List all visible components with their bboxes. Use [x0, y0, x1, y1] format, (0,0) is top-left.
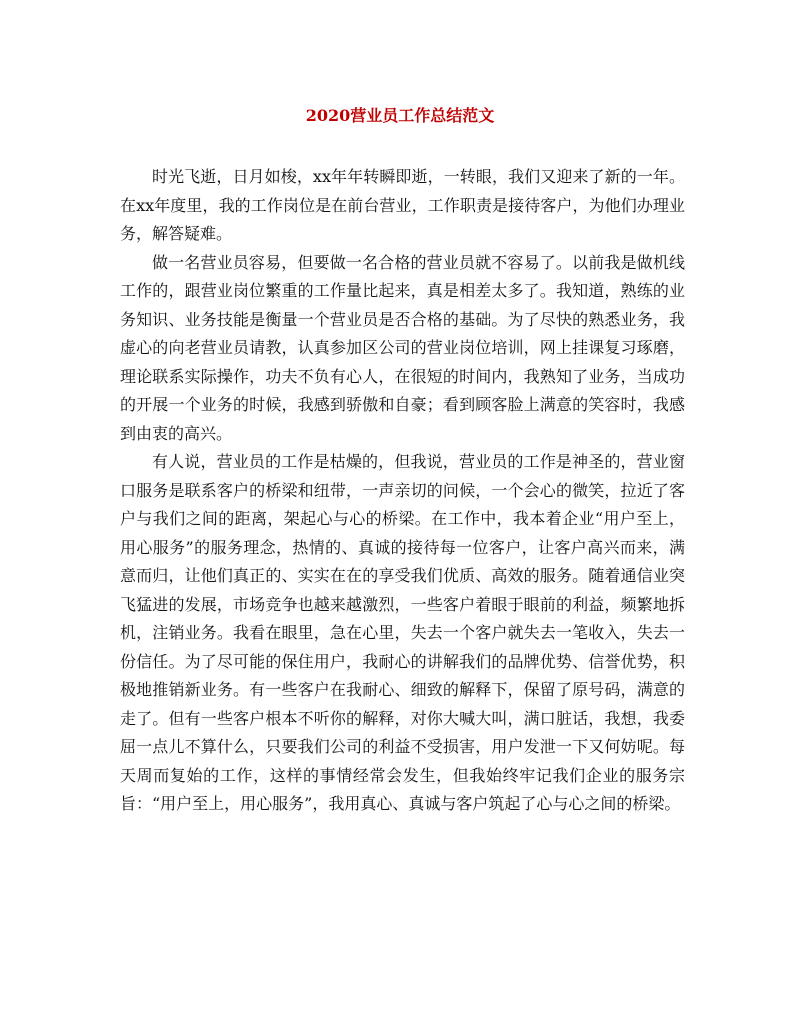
paragraph-1: 时光飞逝，日月如梭，xx年年转瞬即逝，一转眼，我们又迎来了新的一年。在xx年度里，我的工作岗位是在前台营业，工作职责是接待客户，为他们办理业务，解答疑难。	[120, 167, 685, 243]
paragraph-2: 做一名营业员容易，但要做一名合格的营业员就不容易了。以前我是做机线工作的，跟营业岗位繁重的工作量比起来，真是相差太多了。我知道，熟练的业务知识、业务技能是衡量一个营业员是否合格的基础。为了尽快的熟悉业务，我虚心的向老营业员请教，认真参加区公司的营业岗位培训，网上挂课复习琢磨，理论联系实际操作，功夫不负有心人，在很短的时间内，我熟知了业务，当成功的开展一个业务的时候，我感到骄傲和自豪；看到顾客脸上满意的笑容时，我感到由衷的高兴。	[120, 252, 685, 443]
paragraph-3: 有人说，营业员的工作是枯燥的，但我说，营业员的工作是神圣的，营业窗口服务是联系客户的桥梁和纽带，一声亲切的问候，一个会心的微笑，拉近了客户与我们之间的距离，架起心与心的桥梁。在工作中，我本着企业“用户至上，用心服务”的服务理念，热情的、真诚的接待每一位客户，让客户高兴而来，满意而归，让他们真正的、实实在在的享受我们优质、高效的服务。随着通信业突飞猛进的发展，市场竞争也越来越激烈，一些客户着眼于眼前的利益，频繁地拆机，注销业务。我看在眼里，急在心里，失去一个客户就失去一笔收入，失去一份信任。为了尽可能的保住用户，我耐心的讲解我们的品牌优势、信誉优势，积极地推销新业务。有一些客户在我耐心、细致的解释下，保留了原号码，满意的走了。但有一些客户根本不听你的解释，对你大喊大叫，满口脏话，我想，我委屈一点儿不算什么，只要我们公司的利益不受损害，用户发泄一下又何妨呢。每天周而复始的工作，这样的事情经常会发生，但我始终牢记我们企业的服务宗旨：“用户至上，用心服务”，我用真心、真诚与客户筑起了心与心之间的桥梁。	[120, 452, 685, 813]
document-body	[120, 163, 685, 819]
document-title: 2020营业员工作总结范文	[305, 106, 495, 125]
